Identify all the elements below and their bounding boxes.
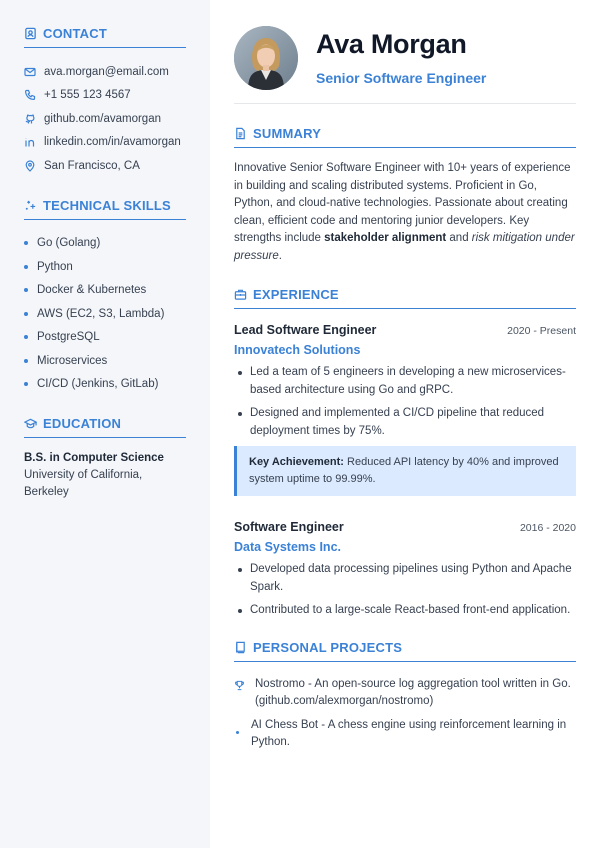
education-degree: B.S. in Computer Science [24,452,164,464]
job-entry [234,323,576,496]
list-item: Docker & Kubernetes [24,279,186,303]
avatar [234,26,298,90]
list-item: Microservices [24,349,186,373]
projects-list [234,676,576,752]
list-item: Designed and implemented a CI/CD pipeline that reduced deployment times by 75%. [234,405,576,440]
candidate-name: Ava Morgan [316,29,467,59]
job-dates: 2016 - 2020 [519,522,576,534]
contact-email[interactable]: ava.morgan@email.com [24,60,186,84]
summary-heading: SUMMARY [234,126,576,148]
contact-linkedin[interactable]: linkedin.com/in/avamorgan [24,131,186,155]
graduation-cap-icon [24,417,37,430]
list-item: Nostromo - An open-source log aggregation tool written in Go. (github.com/alexmorgan/nostromo) [234,676,576,711]
email-icon [24,66,36,78]
contact-github[interactable]: github.com/avamorgan [24,107,186,131]
job-company: Data Systems Inc. [234,540,341,554]
job-title: Lead Software Engineer [234,323,377,337]
briefcase-icon [234,288,247,301]
experience-heading: EXPERIENCE [234,287,576,309]
job-dates: 2020 - Present [507,325,576,337]
list-item: Developed data processing pipelines using Python and Apache Spark. [234,561,576,596]
sparkles-icon [24,199,37,212]
job-entry [234,520,576,620]
list-item: Contributed to a large-scale React-based front-end application. [234,602,576,620]
job-company: Innovatech Solutions [234,343,361,357]
list-item: CI/CD (Jenkins, GitLab) [24,373,186,397]
key-achievement-callout: Key Achievement: Reduced API latency by 40% and improved system uptime to 99.99%. [234,446,576,496]
sidebar [0,0,210,848]
document-icon [234,127,247,140]
contact-location: San Francisco, CA [24,154,186,178]
trophy-icon [234,680,245,691]
contact-card-icon [24,27,37,40]
contact-phone[interactable]: +1 555 123 4567 [24,84,186,108]
location-pin-icon [24,160,36,172]
book-icon [234,641,247,654]
main-content [210,0,600,848]
list-item: AI Chess Bot - A chess engine using reinforcement learning in Python. [234,717,576,752]
projects-heading: PERSONAL PROJECTS [234,640,576,662]
phone-icon [24,89,36,101]
education-heading: EDUCATION [24,416,186,438]
resume-header [234,26,576,104]
skills-list [24,232,186,397]
summary-text: Innovative Senior Software Engineer with 10+ years of experience in building and scaling distributed systems. Proficient in Go, Python, and cloud-native technologies. Passionate about creating clean, efficient code and mentoring junior developers. Key strengths include stakeholder alignment and risk mitigation under pressure. [234,162,575,262]
github-icon [24,113,36,125]
skills-heading: TECHNICAL SKILLS [24,198,186,220]
list-item: Python [24,255,186,279]
education-school: University of California, Berkeley [24,469,143,498]
linkedin-icon [24,136,36,148]
contact-heading: CONTACT [24,26,186,48]
list-item: AWS (EC2, S3, Lambda) [24,302,186,326]
list-item: Led a team of 5 engineers in developing a new microservices-based architecture using Go and gRPC. [234,364,576,399]
list-item: Go (Golang) [24,232,186,256]
candidate-title: Senior Software Engineer [316,70,487,86]
list-item: PostgreSQL [24,326,186,350]
job-title: Software Engineer [234,520,344,534]
